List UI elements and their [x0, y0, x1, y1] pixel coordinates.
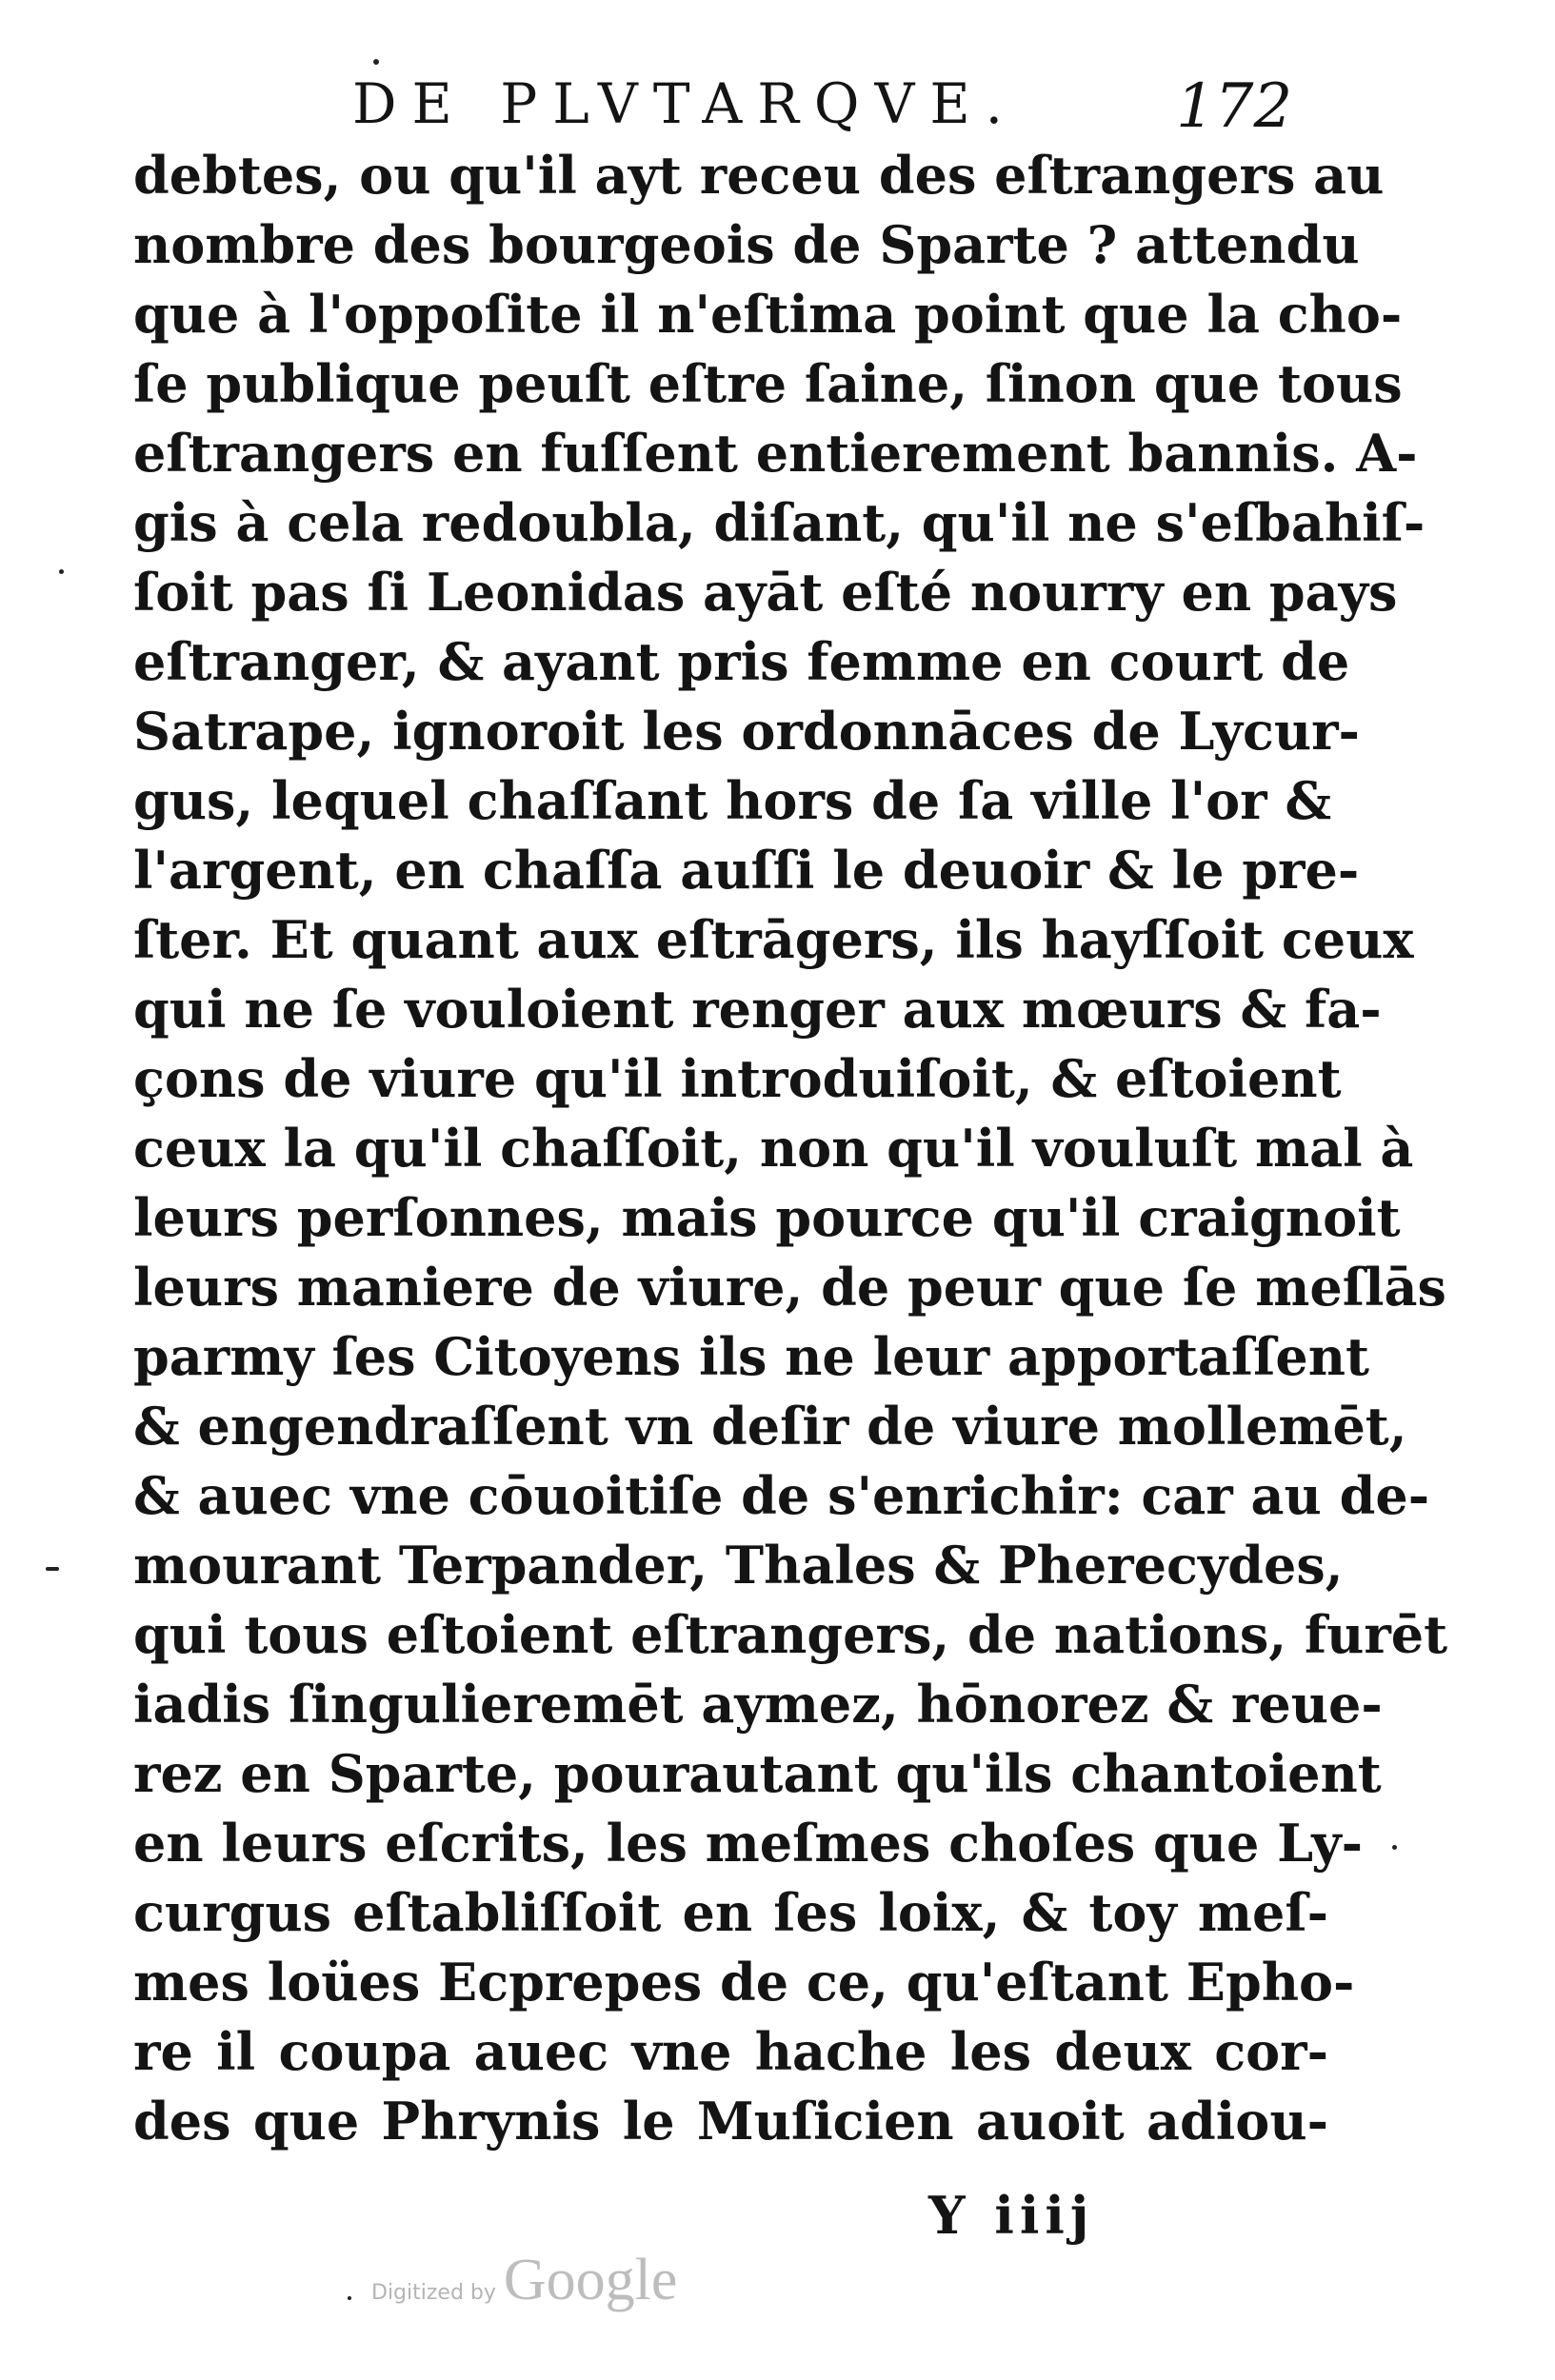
scan-speck — [373, 59, 379, 65]
text-line: nombre des bourgeois de Sparte ? attendu — [133, 214, 1360, 275]
text-line: curgus eſtabliſſoit en ſes loix, & toy meſ- — [133, 1882, 1328, 1943]
signature-mark: Y iiij — [928, 2185, 1095, 2246]
text-line: ſter. Et quant aux eſtrāgers, ils hayſſoit ceux — [133, 909, 1414, 970]
text-line: re il coupa auec vne hache les deux cor- — [133, 2021, 1328, 2082]
text-line: & engendraſſent vn deſir de viure mollemēt, — [133, 1396, 1407, 1457]
running-title: DE PLVTARQVE. — [352, 71, 1019, 136]
text-line: mes loües Ecprepes de ce, qu'eſtant Epho- — [133, 1952, 1355, 2013]
text-line: que à l'oppoſite il n'eſtima point que la cho- — [133, 284, 1403, 345]
page-number: 172 — [1176, 71, 1293, 142]
text-line: çons de viure qu'il introduiſoit, & eſtoient — [133, 1048, 1342, 1109]
text-line: ſe publique peuſt eſtre ſaine, ſinon que tous — [133, 353, 1403, 414]
text-line: iadis ſingulieremēt aymez, hōnorez & reue- — [133, 1674, 1383, 1735]
watermark-prefix: Digitized by — [371, 2281, 496, 2305]
text-line: gis à cela redoubla, diſant, qu'il ne s'eſbahiſ- — [133, 492, 1425, 553]
text-line: eſtranger, & ayant pris femme en court de — [133, 631, 1350, 692]
text-line: parmy ſes Citoyens ils ne leur apportaſſent — [133, 1326, 1369, 1387]
google-logo-text: Google — [503, 2248, 678, 2312]
text-line: rez en Sparte, pourautant qu'ils chantoient — [133, 1743, 1382, 1804]
text-line: leurs perſonnes, mais pource qu'il craignoit — [133, 1187, 1401, 1248]
text-line: eſtrangers en fuſſent entierement bannis. A- — [133, 423, 1418, 484]
text-line: & auec vne cōuoitiſe de s'enrichir: car au de- — [133, 1465, 1430, 1526]
digitized-watermark — [371, 2247, 677, 2314]
body-text — [133, 141, 1448, 2156]
text-line: Satrape, ignoroit les ordonnāces de Lycur- — [133, 701, 1360, 762]
text-line: qui tous eſtoient eſtrangers, de nations, furēt — [133, 1604, 1448, 1665]
scan-speck — [59, 569, 64, 574]
text-line: debtes, ou qu'il ayt receu des eſtrangers au — [133, 145, 1385, 206]
text-line: qui ne ſe vouloient renger aux mœurs & fa- — [133, 979, 1382, 1040]
text-line: leurs maniere de viure, de peur que ſe meſlās — [133, 1257, 1446, 1318]
scan-speck — [46, 1567, 59, 1571]
text-line: ſoit pas ſi Leonidas ayāt eſté nourry en pays — [133, 562, 1398, 623]
text-line: l'argent, en chaſſa auſſi le deuoir & le pre- — [133, 840, 1360, 901]
scan-speck — [348, 2296, 351, 2300]
text-line: en leurs eſcrits, les meſmes choſes que Ly- — [133, 1813, 1364, 1874]
text-line: ceux la qu'il chaſſoit, non qu'il vouluſt mal à — [133, 1118, 1414, 1179]
text-line: gus, lequel chaſſant hors de ſa ville l'or & — [133, 770, 1332, 831]
text-line: mourant Terpander, Thales & Pherecydes, — [133, 1535, 1344, 1596]
scan-speck — [1392, 1845, 1397, 1850]
text-line: des que Phrynis le Muſicien auoit adiou- — [133, 2091, 1328, 2152]
